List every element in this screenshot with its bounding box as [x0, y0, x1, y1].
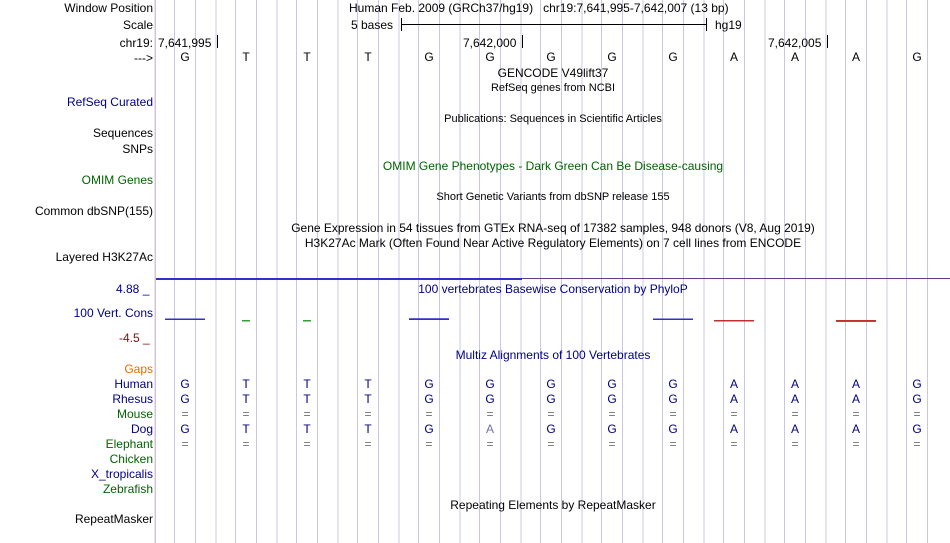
alignment-base: T [242, 392, 250, 406]
coord-label-3: 7,642,005 [768, 36, 822, 50]
dbsnp-track-title[interactable]: Short Genetic Variants from dbSNP release 155 [436, 191, 670, 203]
omim-track-title[interactable]: OMIM Gene Phenotypes - Dark Green Can Be Disease-causing [382, 159, 724, 173]
alignment-base: = [364, 407, 372, 421]
alignment-base: G [546, 422, 556, 436]
alignment-base: A [485, 422, 494, 436]
alignment-base: = [425, 407, 433, 421]
window-position-value: Human Feb. 2009 (GRCh37/hg19) chr19:7,641,995-7,642,007 (13 bp) [349, 1, 729, 15]
alignment-base: T [242, 422, 250, 436]
dna-base: G [607, 50, 617, 64]
alignment-base: G [180, 392, 190, 406]
scale-label: Scale [122, 18, 153, 32]
alignment-base: T [364, 377, 372, 391]
phylop-track-title[interactable]: 100 vertebrates Basewise Conservation by PhyloP [418, 282, 688, 296]
h3k27ac-track-title[interactable]: H3K27Ac Mark (Often Found Near Active Regulatory Elements) on 7 cell lines from ENCODE [304, 236, 802, 250]
alignment-base: G [668, 377, 678, 391]
species-label[interactable]: Mouse [116, 407, 153, 421]
gtex-track-title[interactable]: Gene Expression in 54 tissues from GTEx RNA-seq of 17382 samples, 948 donors (V8, Aug 2019) [291, 221, 815, 235]
dna-base: G [424, 50, 434, 64]
alignment-base: T [242, 377, 250, 391]
alignment-base: = [547, 407, 555, 421]
repeatmasker-label[interactable]: RepeatMasker [74, 512, 153, 526]
gencode-track-title[interactable]: GENCODE V49lift37 [497, 66, 609, 80]
phylop-bar [165, 319, 205, 321]
dna-base: G [180, 50, 190, 64]
alignment-base: G [668, 392, 678, 406]
sequences-label[interactable]: Sequences [92, 126, 153, 140]
alignment-base: A [790, 377, 799, 391]
chrom-label: chr19: [119, 36, 153, 50]
alignment-base: G [180, 422, 190, 436]
alignment-base: T [364, 392, 372, 406]
dna-base: A [790, 50, 799, 64]
multiz-track-title[interactable]: Multiz Alignments of 100 Vertebrates [455, 348, 651, 362]
alignment-base: = [242, 407, 250, 421]
dna-base: A [851, 50, 860, 64]
alignment-base: = [730, 437, 738, 451]
coord-label-2: 7,642,000 [463, 36, 517, 50]
coord-label-1: 7,641,995 [158, 36, 212, 50]
alignment-base: T [303, 377, 311, 391]
alignment-base: = [242, 437, 250, 451]
scale-assembly: hg19 [715, 18, 742, 32]
alignment-base: = [852, 437, 860, 451]
phylop-bar [409, 318, 449, 320]
window-position-label: Window Position [64, 1, 153, 15]
phylop-max-label: 4.88 _ [116, 282, 150, 296]
omim-genes-label[interactable]: OMIM Genes [81, 173, 153, 187]
scale-value: 5 bases [351, 18, 394, 32]
alignment-base: G [912, 392, 922, 406]
alignment-base: G [607, 392, 617, 406]
alignment-base: = [486, 437, 494, 451]
alignment-base: A [729, 422, 738, 436]
dna-base: T [242, 50, 250, 64]
alignment-base: A [790, 392, 799, 406]
phylop-bar [303, 320, 311, 322]
alignment-base: A [851, 392, 860, 406]
alignment-base: A [729, 377, 738, 391]
alignment-base: G [424, 422, 434, 436]
dna-base: T [303, 50, 311, 64]
alignment-base: A [851, 377, 860, 391]
alignment-base: = [547, 437, 555, 451]
alignment-base: G [912, 422, 922, 436]
alignment-base: G [607, 377, 617, 391]
dna-base: G [485, 50, 495, 64]
species-label[interactable]: Rhesus [112, 392, 153, 406]
alignment-base: G [912, 377, 922, 391]
alignment-base: G [546, 392, 556, 406]
alignment-base: = [303, 407, 311, 421]
alignment-base: G [424, 377, 434, 391]
phylop-bar [714, 320, 754, 322]
alignment-base: A [729, 392, 738, 406]
alignment-base: T [303, 422, 311, 436]
alignment-base: = [181, 437, 189, 451]
refseq-curated-label[interactable]: RefSeq Curated [66, 95, 153, 109]
layered-h3k27ac-label[interactable]: Layered H3K27Ac [55, 250, 153, 264]
alignment-base: G [485, 377, 495, 391]
alignment-base: G [607, 422, 617, 436]
species-label[interactable]: X_tropicalis [90, 467, 153, 481]
alignment-base: A [851, 422, 860, 436]
alignment-base: T [364, 422, 372, 436]
snps-label[interactable]: SNPs [122, 142, 153, 156]
alignment-base: = [608, 407, 616, 421]
dna-base: G [912, 50, 922, 64]
alignment-base: = [669, 437, 677, 451]
alignment-base: G [546, 377, 556, 391]
alignment-base: = [181, 407, 189, 421]
gaps-label[interactable]: Gaps [124, 362, 153, 376]
species-label[interactable]: Human [114, 377, 153, 391]
dna-base: G [546, 50, 556, 64]
alignment-base: = [608, 437, 616, 451]
alignment-base: G [180, 377, 190, 391]
species-label[interactable]: Chicken [109, 452, 153, 466]
alignment-base: = [913, 407, 921, 421]
alignment-base: = [791, 407, 799, 421]
refseq-track-subtitle[interactable]: RefSeq genes from NCBI [490, 82, 616, 94]
alignment-base: = [669, 407, 677, 421]
publications-track-title[interactable]: Publications: Sequences in Scientific Articles [444, 113, 662, 125]
alignment-base: = [303, 437, 311, 451]
dna-base: G [668, 50, 678, 64]
strand-arrow[interactable]: ---> [134, 51, 153, 65]
alignment-base: = [791, 437, 799, 451]
dna-base: A [729, 50, 738, 64]
alignment-base: = [425, 437, 433, 451]
alignment-base: = [364, 437, 372, 451]
alignment-base: G [424, 392, 434, 406]
phylop-min-label: -4.5 _ [119, 331, 150, 345]
alignment-base: G [668, 422, 678, 436]
phylop-label[interactable]: 100 Vert. Cons [73, 306, 153, 320]
phylop-bar [836, 320, 876, 322]
alignment-base: = [852, 407, 860, 421]
alignment-base: T [303, 392, 311, 406]
repeatmasker-track-title[interactable]: Repeating Elements by RepeatMasker [450, 498, 656, 512]
alignment-base: = [730, 407, 738, 421]
phylop-bar [242, 320, 250, 322]
alignment-base: = [913, 437, 921, 451]
species-label[interactable]: Zebrafish [102, 482, 153, 496]
species-label[interactable]: Dog [130, 422, 153, 436]
alignment-base: A [790, 422, 799, 436]
common-dbsnp-label[interactable]: Common dbSNP(155) [34, 204, 153, 218]
alignment-base: G [485, 392, 495, 406]
species-label[interactable]: Elephant [105, 437, 153, 451]
alignment-base: = [486, 407, 494, 421]
phylop-bar [653, 319, 693, 321]
dna-base: T [364, 50, 372, 64]
